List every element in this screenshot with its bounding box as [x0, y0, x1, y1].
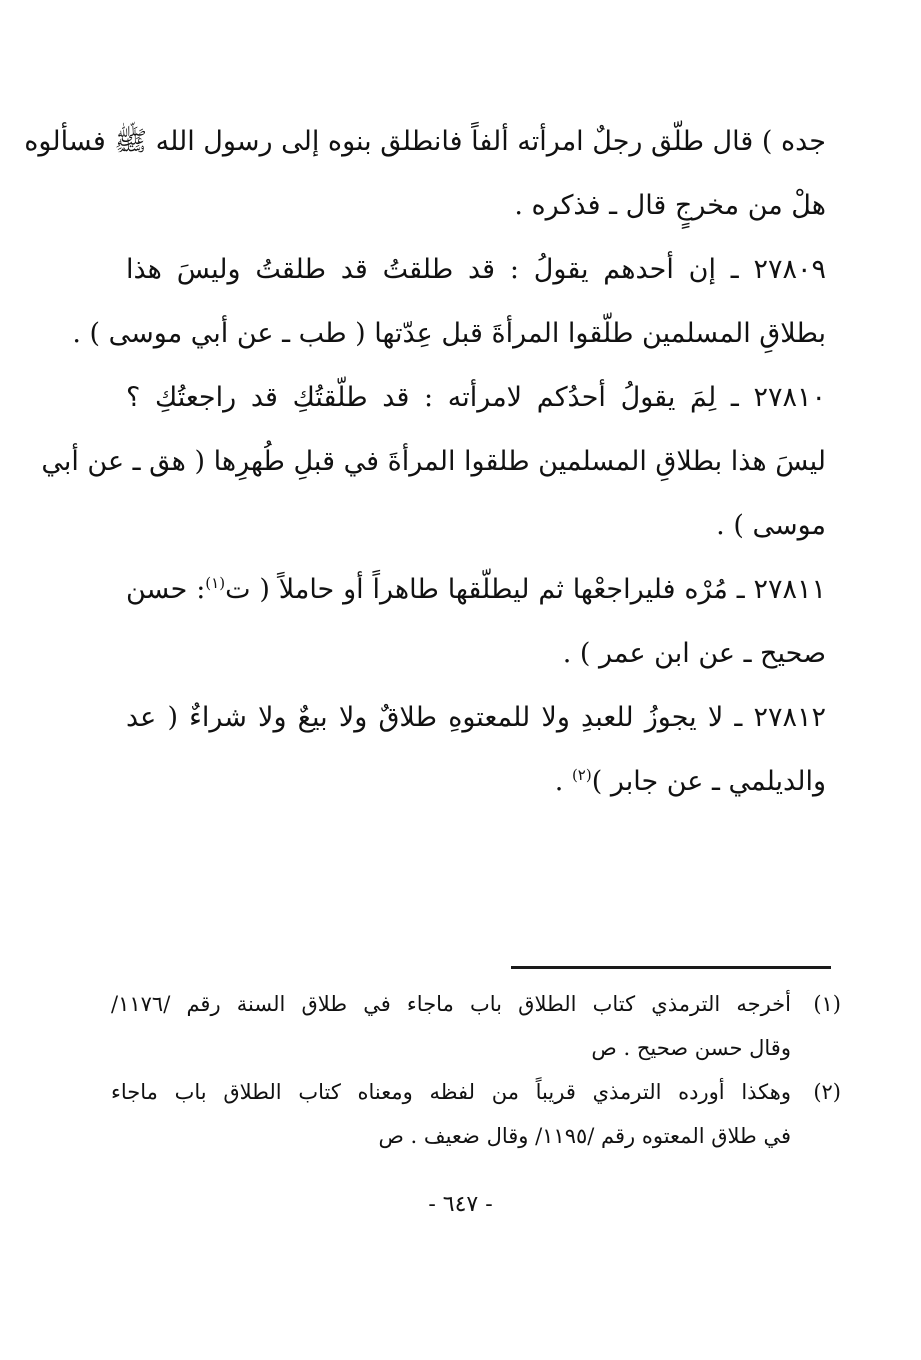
hadith-27811-line-1 — [126, 570, 826, 610]
hadith-27809-line-1: ٢٧٨٠٩ ـ إن أحدهم يقولُ : قد طلقتُ قد طلقتُ وليسَ هذا — [126, 254, 826, 285]
hadith-27809-line-2: بطلاقِ المسلمين طلّقوا المرأةَ قبل عِدّتها ( طب ـ عن أبي موسى ) . — [72, 318, 826, 349]
footnote-2-line-1: وهكذا أورده الترمذي قريباً من لفظه ومعناه كتاب الطلاق باب ماجاء — [111, 1080, 791, 1104]
hadith-27812-end: . — [554, 766, 564, 797]
hadith-27811-text: ٢٧٨١١ ـ مُرْه فليراجعْها ثم ليطلّقها طاهراً أو حاملاً ( ت — [225, 574, 826, 605]
hadith-27812-line-1: ٢٧٨١٢ ـ لا يجوزُ للعبدِ ولا للمعتوهِ طلاقٌ ولا بيعٌ ولا شراءٌ ( عد — [126, 702, 826, 733]
hadith-27812-source: والديلمي ـ عن جابر ) — [591, 766, 826, 797]
footnote-1-line-1: أخرجه الترمذي كتاب الطلاق باب ماجاء في طلاق السنة رقم /١١٧٦/ — [111, 992, 791, 1016]
footnote-2-mark: (٢) — [813, 1080, 841, 1104]
hadith-27811-grade: : حسن — [126, 574, 206, 605]
hadith-27811-line-2: صحيح ـ عن ابن عمر ) . — [562, 638, 826, 669]
body-line-1: جده ) قال طلّق رجلٌ امرأته ألفاً فانطلق بنوه إلى رسول الله ﷺ فسألوه — [24, 126, 826, 157]
hadith-27810-line-2: ليسَ هذا بطلاقِ المسلمين طلقوا المرأةَ في قبلِ طُهرِها ( هق ـ عن أبي — [41, 446, 826, 477]
footnote-1-line-2: وقال حسن صحيح . ص — [591, 1036, 791, 1060]
hadith-27810-line-3: موسى ) . — [716, 510, 826, 541]
page-number: - ٦٤٧ - — [428, 1192, 493, 1217]
footnote-ref-1: (١) — [205, 574, 226, 592]
footnote-divider — [511, 966, 831, 969]
hadith-27812-line-2 — [126, 762, 826, 802]
hadith-27810-line-1: ٢٧٨١٠ ـ لِمَ يقولُ أحدُكم لامرأته : قد طلّقتُكِ قد راجعتُكِ ؟ — [126, 382, 826, 413]
footnote-ref-2: (٢) — [571, 766, 592, 784]
body-line-2: هلْ من مخرجٍ قال ـ فذكره . — [514, 190, 826, 221]
footnote-1-mark: (١) — [813, 992, 841, 1016]
footnote-2-line-2: في طلاق المعتوه رقم /١١٩٥/ وقال ضعيف . ص — [378, 1124, 791, 1148]
